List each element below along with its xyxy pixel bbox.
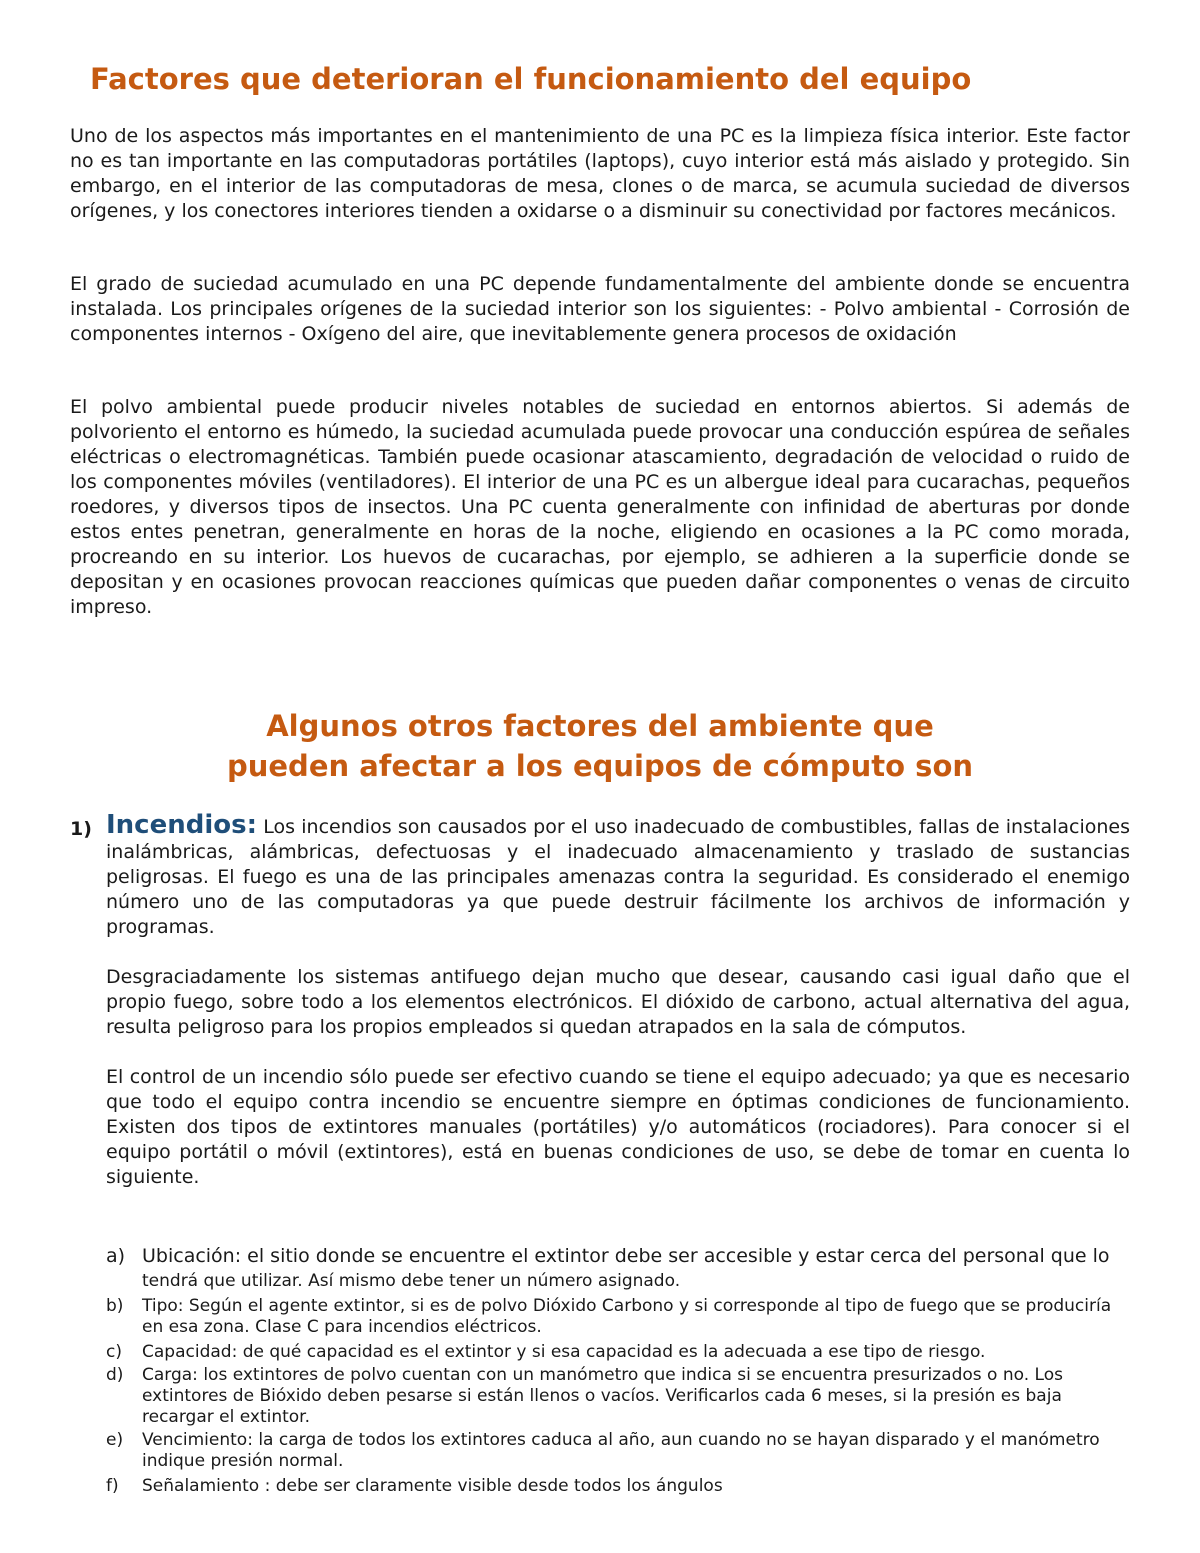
list-item (106, 1342, 1116, 1363)
list-item (106, 1430, 1116, 1472)
item-paragraph-3: El control de un incendio sólo puede ser efectivo cuando se tiene el equipo adecuado; ya que es necesario que todo el equipo contra incendio se encuentre siempre en óptimas condiciones de funcionamiento. Existen dos tipos de extintores manuales (portátiles) y/o automáticos (rociadores). Para conocer si el equipo portátil o móvil (extintores), está en buenas condiciones de uso, se debe de tomar en cuenta lo siguiente. (106, 1066, 1130, 1188)
item-paragraph-1 (106, 810, 1130, 940)
list-item (106, 1476, 1116, 1497)
list-marker: b) (106, 1296, 124, 1316)
list-item-text: Señalamiento : debe ser claramente visible desde todos los ángulos (142, 1476, 723, 1496)
paragraph-dirt-origins: El grado de suciedad acumulado en una PC depende fundamentalmente del ambiente donde se encuentra instalada. Los principales orígenes de la suciedad interior son los siguientes: - Polvo ambiental - Corrosión de componentes internos - Oxígeno del aire, que inevitablemente genera procesos de oxidación (70, 273, 1130, 345)
list-item-text: Carga: los extintores de polvo cuentan con un manómetro que indica si se encuentra presurizados o no. Los extintores de Bióxido deben pesarse si están llenos o vacíos. Verificarlos cada 6 meses, si la presión es baja recargar el extintor. (142, 1365, 1063, 1427)
item-paragraph-2: Desgraciadamente los sistemas antifuego dejan mucho que desear, causando casi igual daño que el propio fuego, sobre todo a los elementos electrónicos. El dióxido de carbono, actual alternativa del agua, resulta peligroso para los propios empleados si quedan atrapados en la sala de cómputos. (106, 966, 1130, 1038)
page-title: Factores que deterioran el funcionamiento del equipo (90, 62, 972, 96)
section-heading-line1: Algunos otros factores del ambiente que (266, 709, 934, 743)
item-body (106, 810, 1130, 1215)
list-marker: c) (106, 1342, 122, 1362)
section-heading-line2: pueden afectar a los equipos de cómputo son (226, 749, 974, 783)
list-item (106, 1365, 1116, 1428)
list-item (106, 1242, 1116, 1292)
list-marker: f) (106, 1476, 119, 1496)
item-number: 1) (70, 818, 92, 840)
list-item-text: Vencimiento: la carga de todos los extintores caduca al año, aun cuando no se hayan disparado y el manómetro indique presión normal. (142, 1430, 1100, 1471)
item-text: Los incendios son causados por el uso inadecuado de combustibles, fallas de instalaciones inalámbricas, alámbricas, defectuosas y el inadecuado almacenamiento y traslado de sustancias peligrosas. El fuego es una de las principales amenazas contra la seguridad. Es considerado el enemigo número uno de las computadoras ya que puede destruir fácilmente los archivos de información y programas. (106, 816, 1130, 938)
list-item-text: Capacidad: de qué capacidad es el extintor y si esa capacidad es la adecuada a ese tipo de riesgo. (142, 1342, 986, 1362)
extinguisher-checklist (106, 1242, 1116, 1497)
paragraph-dust: El polvo ambiental puede producir niveles notables de suciedad en entornos abiertos. Si además de polvoriento el entorno es húmedo, la suciedad acumulada puede provocar una conducción espúrea de señales eléctricas o electromagnéticas. También puede ocasionar atascamiento, degradación de velocidad o ruido de los componentes móviles (ventiladores). El interior de una PC es un albergue ideal para cucarachas, pequeños roedores, y diversos tipos de insectos. Una PC cuenta generalmente con infinidad de aberturas por donde estos entes penetran, generalmente en horas de la noche, eligiendo en ocasiones a la PC como morada, procreando en su interior. Los huevos de cucarachas, por ejemplo, se adhieren a la superficie donde se depositan y en ocasiones provocan reacciones químicas que pueden dañar componentes o venas de circuito impreso. (70, 396, 1130, 618)
section-heading (0, 706, 1200, 786)
list-marker: a) (106, 1245, 126, 1267)
list-marker: e) (106, 1430, 124, 1450)
paragraph-intro: Uno de los aspectos más importantes en el mantenimiento de una PC es la limpieza física interior. Este factor no es tan importante en las computadoras portátiles (laptops), cuyo interior está más aislado y protegido. Sin embargo, en el interior de las computadoras de mesa, clones o de marca, se acumula suciedad de diversos orígenes, y los conectores interiores tienden a oxidarse o a disminuir su conectividad por factores mecánicos. (70, 125, 1130, 222)
list-item (106, 1296, 1116, 1338)
list-item-text: Ubicación: el sitio donde se encuentre el extintor debe ser accesible y estar cerca del personal que lo (142, 1245, 1110, 1267)
list-item-continuation: tendrá que utilizar. Así mismo debe tener un número asignado. (142, 1271, 681, 1291)
list-item-text: Tipo: Según el agente extintor, si es de polvo Dióxido Carbono y si corresponde al tipo de fuego que se produciría en esa zona. Clase C para incendios eléctricos. (142, 1296, 1112, 1337)
item-keyword: Incendios: (106, 810, 257, 840)
list-marker: d) (106, 1365, 124, 1385)
